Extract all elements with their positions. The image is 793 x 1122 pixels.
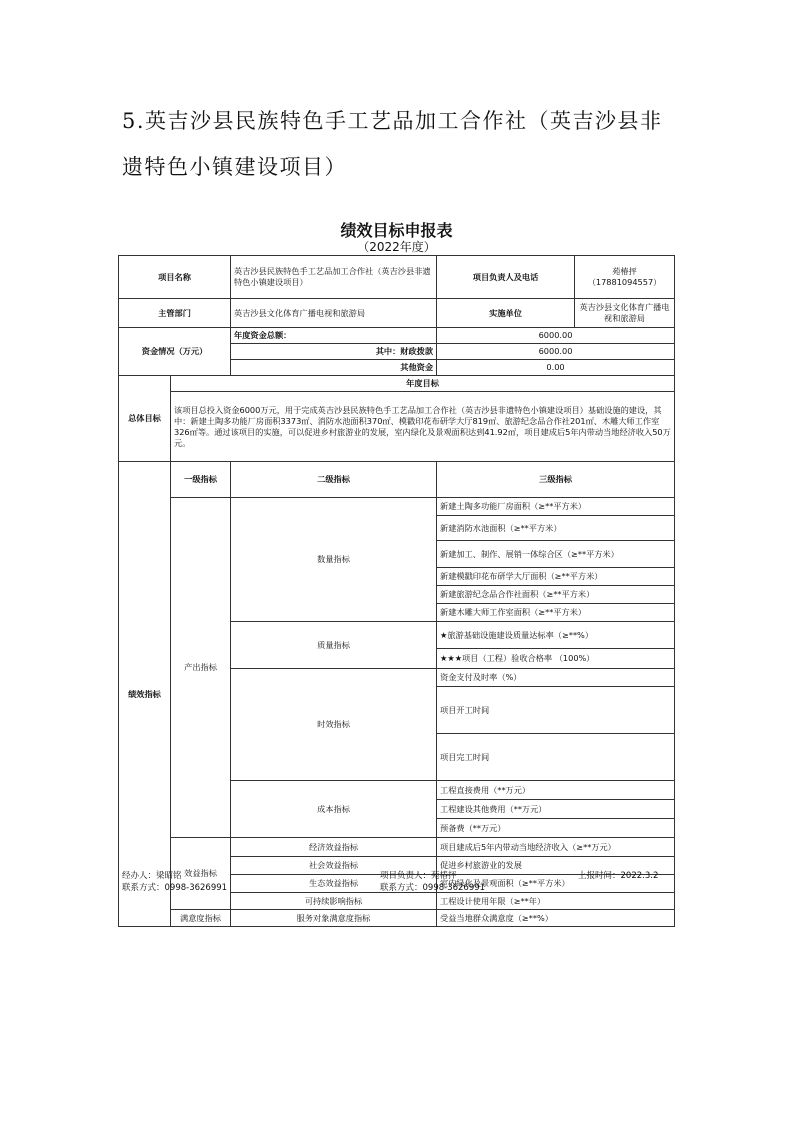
unit-label: 实施单位	[437, 299, 575, 328]
funds-label: 资金情况（万元）	[119, 328, 231, 376]
funds-other-value: 0.00	[437, 360, 675, 376]
indicator-name: 新建消防水池面积（≥**平方米）	[437, 516, 675, 541]
project-owner-value: 苑椿抨（17881094557）	[575, 256, 675, 299]
unit-value: 英吉沙县文化体育广播电视和旅游局	[575, 299, 675, 328]
indicator-name: 项目开工时间	[437, 687, 675, 734]
project-name-label: 项目名称	[119, 256, 231, 299]
form-title: 绩效目标申报表	[340, 221, 453, 240]
indicator-name: 工程建设其他费用（**万元）	[437, 800, 675, 819]
goal-text-row	[119, 392, 675, 462]
indicator-name: 工程直接费用（**万元）	[437, 781, 675, 800]
level2-quantity: 数量指标	[231, 498, 437, 622]
footer-owner: 项目负责人：苑椿抨	[380, 871, 457, 881]
footer-owner-phone: 联系方式：0998-3626991	[380, 883, 486, 893]
indicator-row	[119, 498, 675, 516]
funds-fiscal-value: 6000.00	[437, 344, 675, 360]
funds-other-label: 其他资金	[231, 360, 437, 376]
indicator-name: 资金支付及时率（%）	[437, 669, 675, 687]
level2-ecological: 生态效益指标	[231, 875, 437, 893]
indicator-name: 新建土陶多功能厂房面积（≥**平方米）	[437, 498, 675, 516]
indicator-name: 室内绿化及景观面积（≥**平方米）	[437, 875, 675, 893]
footer-date: 上报时间：2022.3.2	[578, 871, 659, 881]
dept-row	[119, 299, 675, 328]
dept-label: 主管部门	[119, 299, 231, 328]
project-owner-label: 项目负责人及电话	[437, 256, 575, 299]
indicator-name: 新建模戳印花布研学大厅面积（≥**平方米）	[437, 568, 675, 586]
indicator-section-label: 绩效指标	[119, 462, 171, 927]
funds-row-annual	[119, 328, 675, 344]
level2-cost: 成本指标	[231, 781, 437, 838]
dept-value: 英吉沙县文化体育广播电视和旅游局	[231, 299, 437, 328]
funds-annual-value: 6000.00	[437, 328, 675, 344]
project-name-row	[119, 256, 675, 299]
indicator-row	[119, 910, 675, 927]
indicator-header-row	[119, 462, 675, 498]
indicator-row	[119, 838, 675, 857]
level2-timeliness: 时效指标	[231, 669, 437, 781]
indicator-name: 新建木雕大师工作室面积（≥**平方米）	[437, 604, 675, 622]
header-level1: 一级指标	[171, 462, 231, 498]
indicator-name: 预备费（**万元）	[437, 819, 675, 838]
indicator-name: 受益当地群众满意度（≥**%）	[437, 910, 675, 927]
footer-handler-phone: 联系方式：0998-3626991	[122, 883, 228, 893]
level2-quality: 质量指标	[231, 622, 437, 669]
indicator-name: ★★★项目（工程）验收合格率 （100%）	[437, 649, 675, 669]
level2-sustainable: 可持续影响指标	[231, 893, 437, 910]
indicator-name: 促进乡村旅游业的发展	[437, 857, 675, 875]
indicator-name: ★旅游基础设施建设质量达标率（≥**%）	[437, 622, 675, 649]
goal-text: 该项目总投入资金6000万元，用于完成英吉沙县民族特色手工艺品加工合作社（英吉沙县非遗特色小镇建设项目）基础设施的建设，其中：新建土陶多功能厂房面积3373㎡、消防水池面积370㎡、模戳印花布研学大厅819㎡、旅游纪念品合作社201㎡、木雕大师工作室326㎡等。通过该项目的实施，可以促进乡村旅游业的发展，室内绿化及景观面积达到41.92㎡，项目建成后5年内带动当地经济收入50万元。	[171, 392, 675, 462]
indicator-name: 新建加工、制作、展销一体综合区（≥**平方米）	[437, 541, 675, 568]
goal-header: 年度目标	[171, 376, 675, 392]
indicator-name: 新建旅游纪念品合作社面积（≥**平方米）	[437, 586, 675, 604]
section-heading: 5.英吉沙县民族特色手工艺品加工合作社（英吉沙县非遗特色小镇建设项目）	[122, 109, 663, 179]
level2-economic: 经济效益指标	[231, 838, 437, 857]
indicator-name: 项目完工时间	[437, 734, 675, 781]
level1-output: 产出指标	[171, 498, 231, 838]
form-subtitle: （2022年度）	[357, 240, 436, 254]
footer-handler: 经办人：梁昭铭	[122, 871, 182, 881]
funds-annual-label: 年度资金总额：	[231, 328, 437, 344]
indicator-name: 项目建成后5年内带动当地经济收入（≥**万元）	[437, 838, 675, 857]
performance-table	[118, 255, 675, 927]
level1-benefit: 效益指标	[171, 838, 231, 910]
goal-section-label: 总体目标	[119, 376, 171, 462]
level2-service-satisfaction: 服务对象满意度指标	[231, 910, 437, 927]
indicator-name: 工程设计使用年限（≥**年）	[437, 893, 675, 910]
project-name-value: 英吉沙县民族特色手工艺品加工合作社（英吉沙县非遗特色小镇建设项目）	[231, 256, 437, 299]
funds-fiscal-label: 其中：财政拨款	[231, 344, 437, 360]
header-level3: 三级指标	[437, 462, 675, 498]
level1-satisfaction: 满意度指标	[171, 910, 231, 927]
goal-header-row	[119, 376, 675, 392]
level2-social: 社会效益指标	[231, 857, 437, 875]
header-level2: 二级指标	[231, 462, 437, 498]
